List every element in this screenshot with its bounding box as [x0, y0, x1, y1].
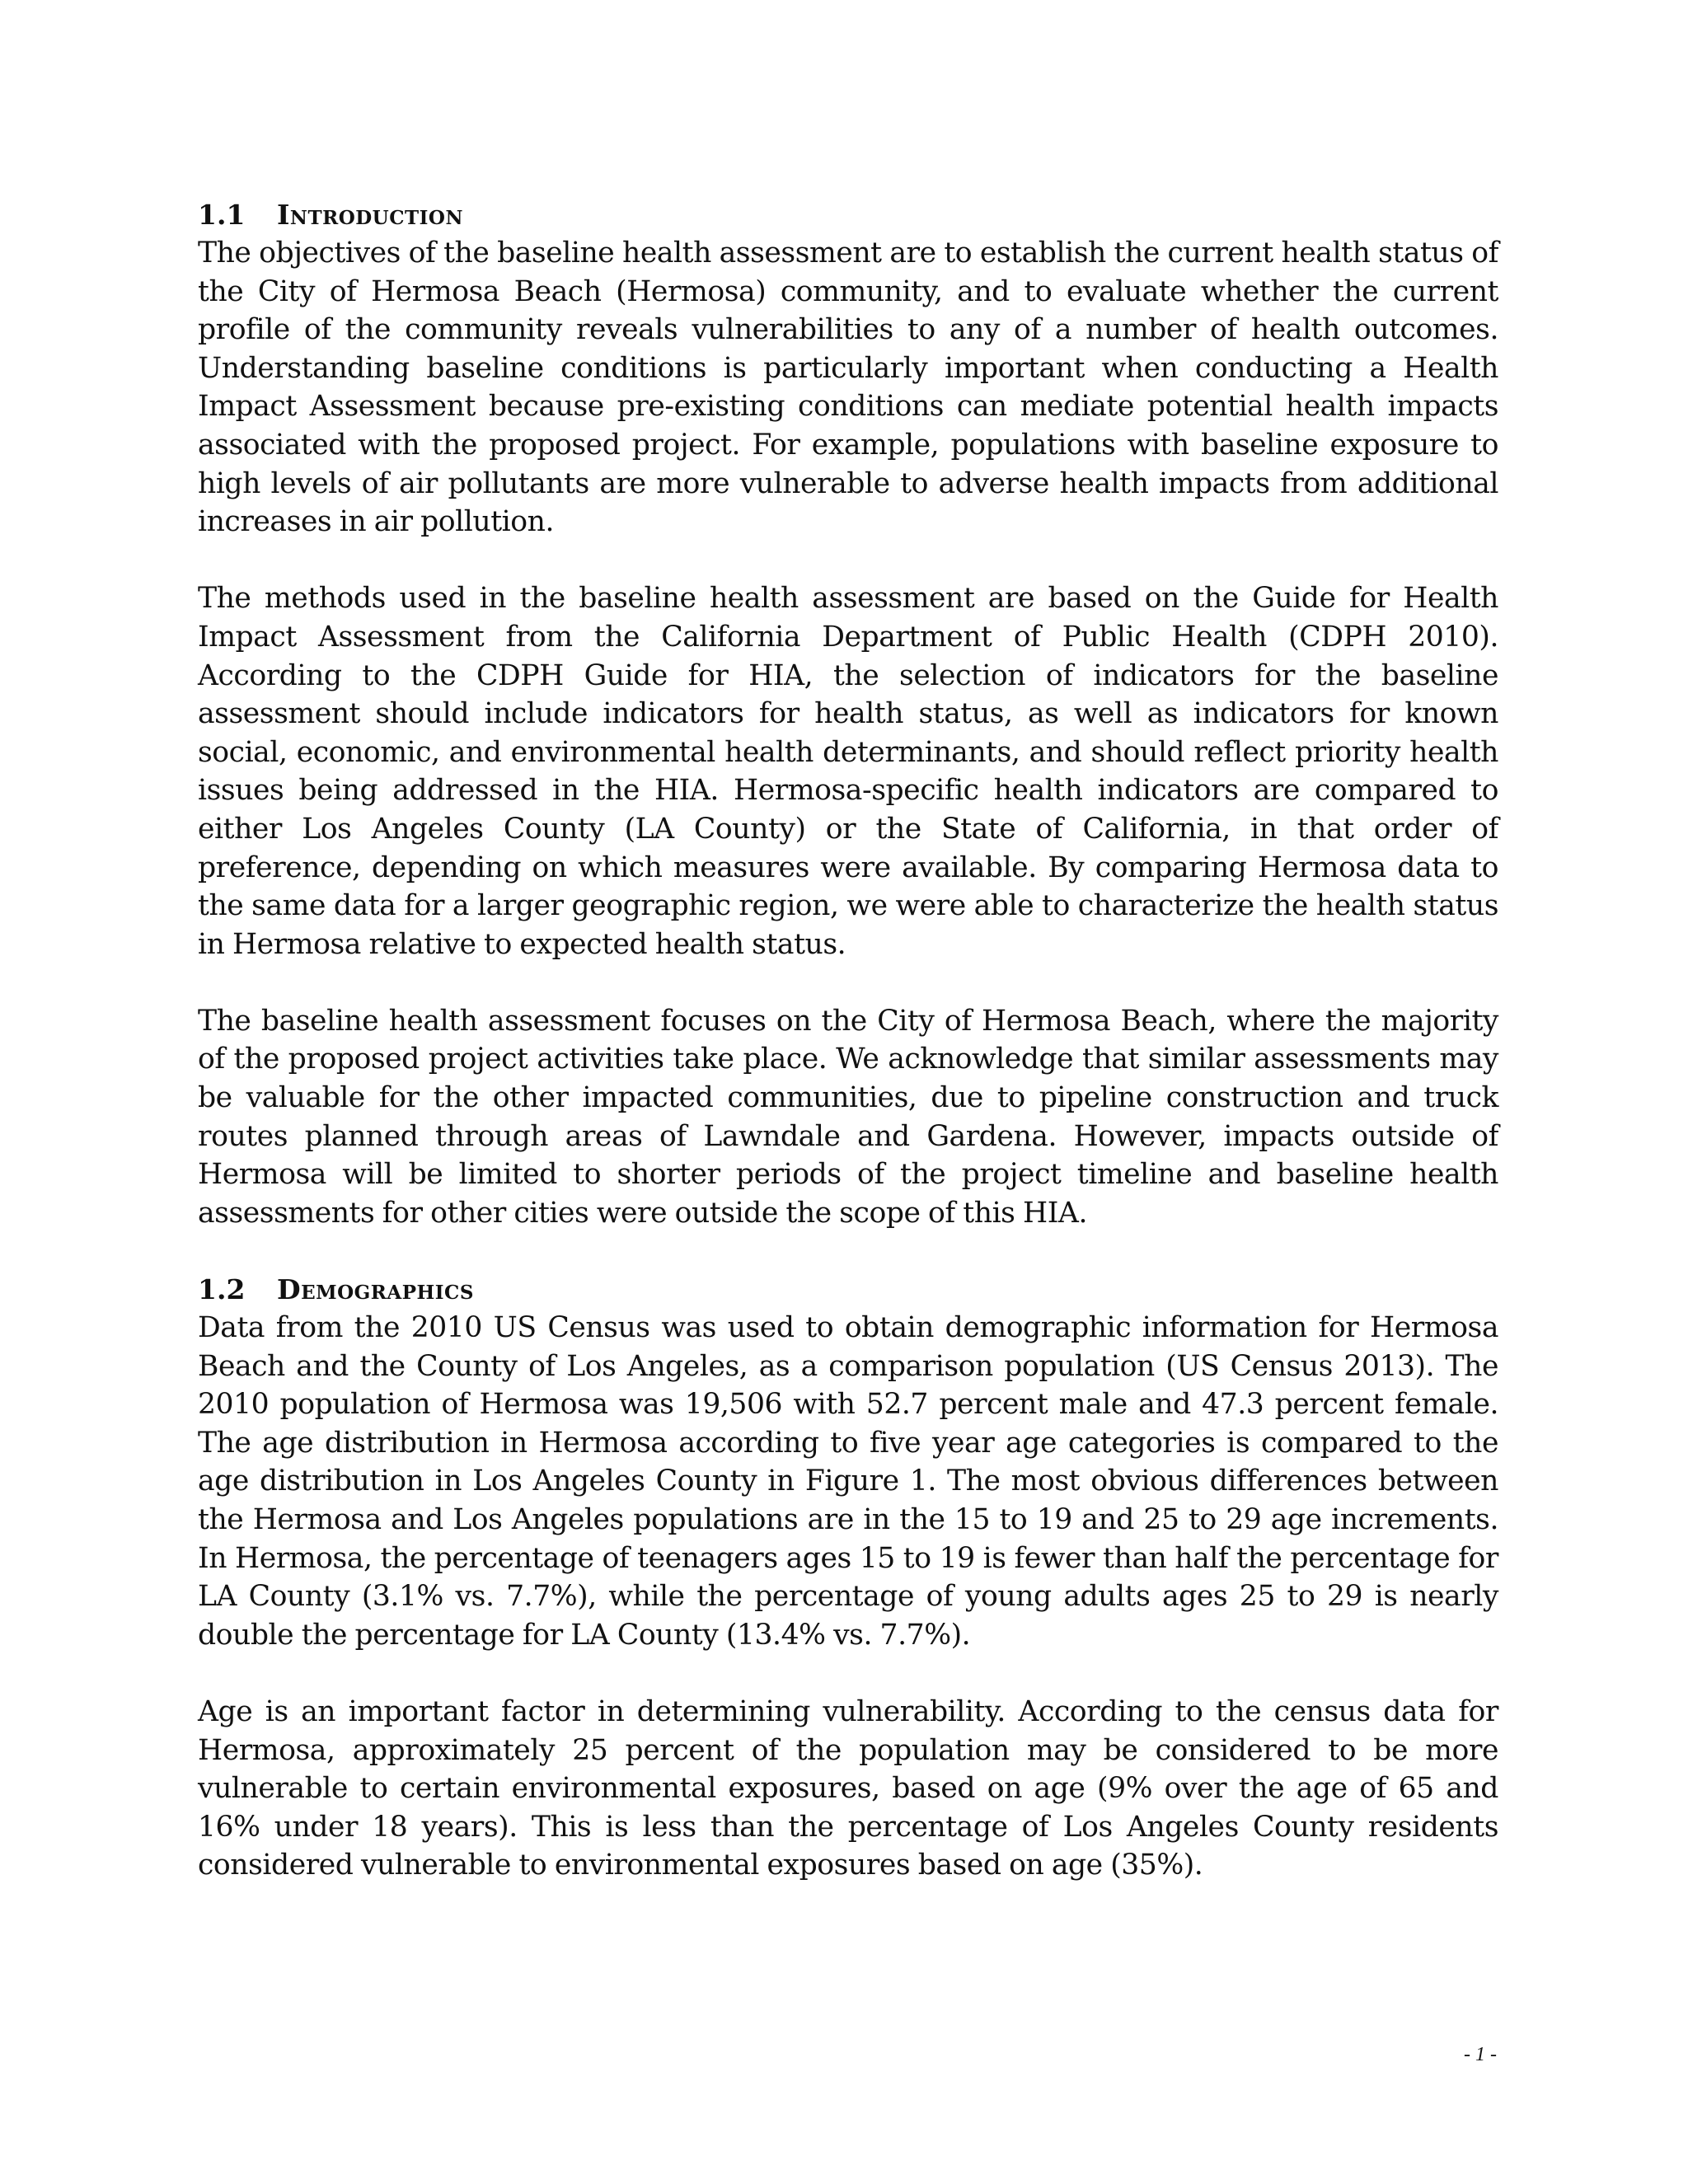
paragraph: Data from the 2010 US Census was used to obtain demographic information for Hermosa Beach and the County of Los Angeles, as a comparison population (US Census 2013). The 2010 population of Hermosa was 19,506 with 52.7 percent male and 47.3 percent female. The age distribution in Hermosa according to five year age categories is compared to the age distribution in Los Angeles County in Figure 1. The most obvious differences between the Hermosa and Los Angeles populations are in the 15 to 19 and 25 to 29 age increments. In Hermosa, the percentage of teenagers ages 15 to 19 is fewer than half the percentage for LA County (3.1% vs. 7.7%), while the percentage of young adults ages 25 to 29 is nearly double the percentage for LA County (13.4% vs. 7.7%). — [198, 1311, 1498, 1652]
paragraph: Age is an important factor in determining vulnerability. According to the census data for Hermosa, approximately 25 percent of the population may be considered to be more vulnerable to certain environmental exposures, based on age (9% over the age of 65 and 16% under 18 years). This is less than the percentage of Los Angeles County residents considered vulnerable to environmental exposures based on age (35%). — [198, 1694, 1498, 1882]
section-title: Introduction — [277, 199, 463, 231]
section-number: 1.1 — [198, 199, 246, 231]
section-title: Demographics — [277, 1273, 474, 1306]
paragraph: The baseline health assessment focuses on the City of Hermosa Beach, where the majority of the proposed project activities take place. We acknowledge that similar assessments may be valuable for the other impacted communities, due to pipeline construction and truck routes planned through areas of Lawndale and Gardena. However, impacts outside of Hermosa will be limited to shorter periods of the project timeline and baseline health assessments for other cities were outside the scope of this HIA. — [198, 1004, 1498, 1230]
section-number: 1.2 — [198, 1273, 246, 1306]
section-demographics — [198, 1271, 1498, 1885]
page-number: - 1 - — [1464, 2044, 1497, 2065]
section-heading — [198, 1271, 1498, 1309]
paragraph: The methods used in the baseline health assessment are based on the Guide for Health Impact Assessment from the California Department of Public Health (CDPH 2010). According to the CDPH Guide for HIA, the selection of indicators for the baseline assessment should include indicators for health status, as well as indicators for known social, economic, and environmental health determinants, and should reflect priority health issues being addressed in the HIA. Hermosa-specific health indicators are compared to either Los Angeles County (LA County) or the State of California, in that order of preference, depending on which measures were available. By comparing Hermosa data to the same data for a larger geographic region, we were able to characterize the health status in Hermosa relative to expected health status. — [198, 582, 1498, 961]
paragraph: The objectives of the baseline health assessment are to establish the current health status of the City of Hermosa Beach (Hermosa) community, and to evaluate whether the current profile of the community reveals vulnerabilities to any of a number of health outcomes. Understanding baseline conditions is particularly important when conducting a Health Impact Assessment because pre-existing conditions can mediate potential health impacts associated with the proposed project. For example, populations with baseline exposure to high levels of air pollutants are more vulnerable to adverse health impacts from additional increases in air pollution. — [198, 237, 1498, 539]
section-introduction — [198, 196, 1498, 1232]
document-page — [198, 196, 1498, 1924]
section-heading — [198, 196, 1498, 234]
